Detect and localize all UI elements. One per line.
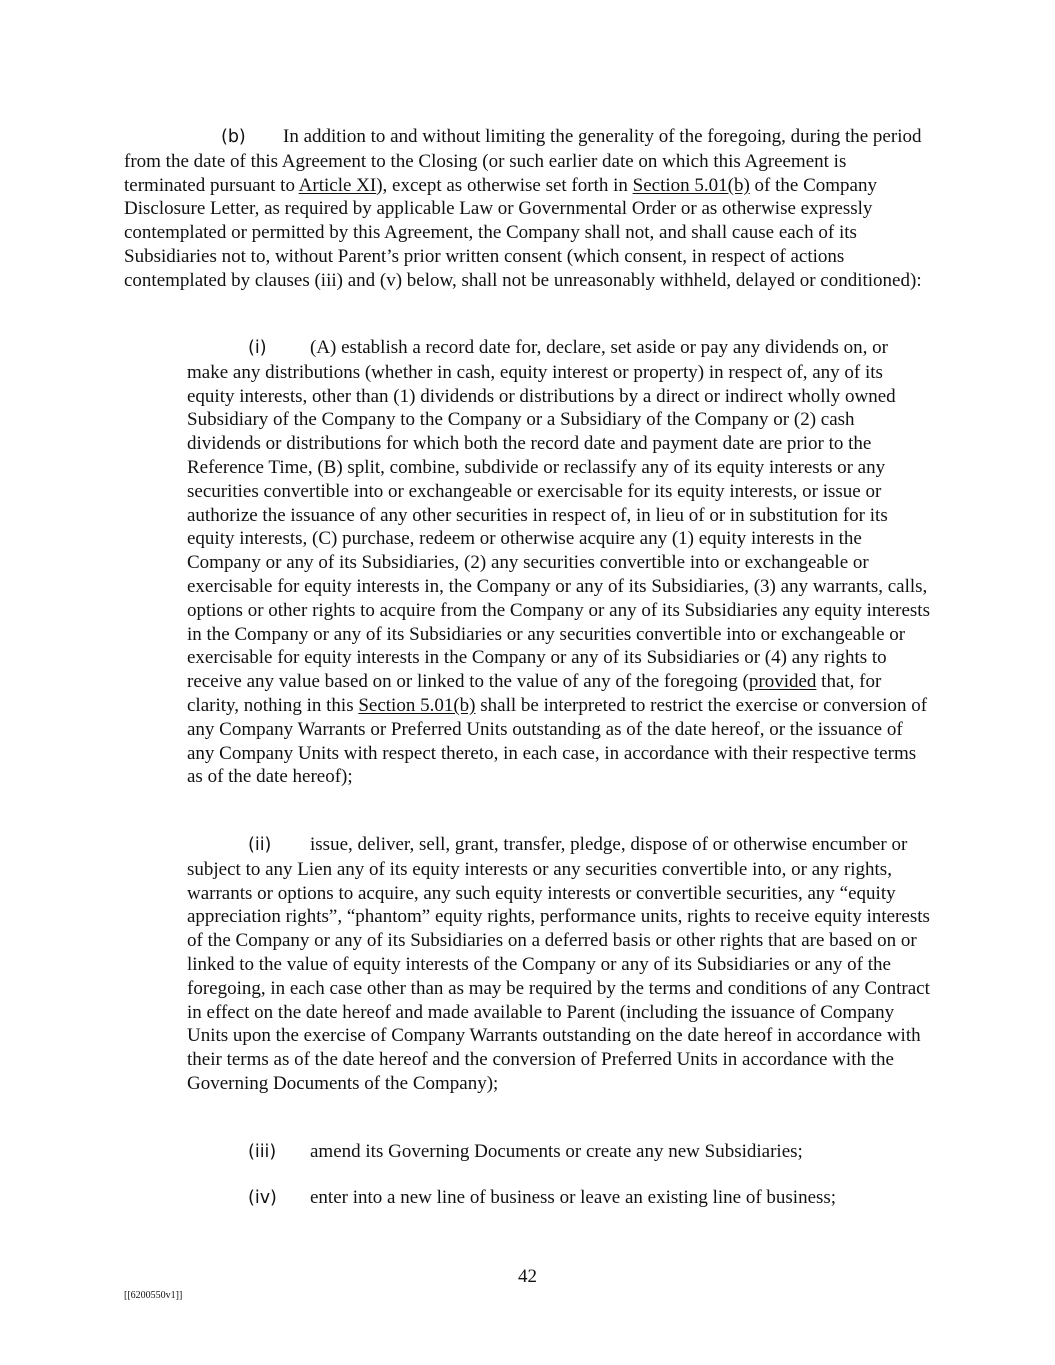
paragraph-i-text-1: (A) establish a record date for, declare, set aside or pay any dividends on, or make any distributions (whether in cash, equity interest or property) in respect of, any of its equity interests, other than (1) dividends or distributions by a direct or indirect wholly owned Subsidiary of the Company to the Company or a Subsidiary of the Company or (2) cash dividends or distributions for which both the record date and payment date are prior to the Reference Time, (B) split, combine, subdivide or reclassify any of its equity interests or any securities convertible into or exchangeable or exercisable for its equity interests, or issue or authorize the issuance of any other securities in respect of, in lieu of or in substitution for its equity interests, (C) purchase, redeem or otherwise acquire any (1) equity interests in the Company or any of its Subsidiaries, (2) any securities convertible into or exchangeable or exercisable for equity interests in, the Company or any of its Subsidiaries, (3) any warrants, calls, options or other rights to acquire from the Company or any of its Subsidiaries any equity interests in the Company or any of its Subsidiaries or any securities convertible into or exchangeable or exercisable for equity interests in the Company or any of its Subsidiaries or (4) any rights to receive any value based on or linked to the value of any of the foregoing ( — [187, 337, 930, 693]
page-number: 42 — [518, 1266, 537, 1287]
paragraph-b — [124, 125, 932, 293]
paragraph-b-text-1: In addition to and without limiting the generality of the foregoing, during the period from the date of this Agreement to the Closing (or such earlier date on which this Agreement is terminated pursuant to — [124, 126, 922, 196]
section-reference: Section 5.01(b) — [632, 174, 750, 196]
paragraph-iii-text: amend its Governing Documents or create any new Subsidiaries; — [310, 1141, 803, 1162]
clause-label-iii: (iii) — [248, 1142, 277, 1162]
document-id: [[6200550v1]] — [124, 1290, 183, 1301]
paragraph-b-text-3: of the Company Disclosure Letter, as required by applicable Law or Governmental Order or as otherwise expressly contemplated or permitted by this Agreement, the Company shall not, and shall cause each of its Subsidiaries not to, without Parent’s prior written consent (which consent, in respect of actions contemplated by clauses (iii) and (v) below, shall not be unreasonably withheld, delayed or conditioned): — [124, 174, 922, 291]
section-reference: Section 5.01(b) — [358, 694, 476, 716]
paragraph-i-text-2: that, for clarity, nothing in this — [187, 671, 882, 716]
paragraph-b-text-2: ), except as otherwise set forth in — [376, 174, 633, 196]
paragraph-i-text-3: shall be interpreted to restrict the exercise or conversion of any Company Warrants or Preferred Units outstanding as of the date hereof, or the issuance of any Company Units with respect thereto, in each case, in accordance with their respective terms as of the date hereof); — [187, 694, 928, 788]
clause-label-b: (b) — [221, 127, 246, 147]
paragraph-i — [187, 336, 932, 789]
paragraph-ii — [187, 833, 932, 1096]
article-xi-reference: Article XI — [298, 174, 377, 196]
clause-label-ii: (ii) — [248, 835, 272, 855]
paragraph-iv-text: enter into a new line of business or leave an existing line of business; — [310, 1187, 837, 1208]
paragraph-ii-text: issue, deliver, sell, grant, transfer, pledge, dispose of or otherwise encumber or subject to any Lien any of its equity interests or any securities convertible into, or any rights, warrants or options to acquire, any such equity interests or convertible securities, any “equity appreciation rights”, “phantom” equity rights, performance units, rights to receive equity interests of the Company or any of its Subsidiaries on a deferred basis or other rights that are based on or linked to the value of equity interests of the Company or any of its Subsidiaries or any of the foregoing, in each case other than as may be required by the terms and conditions of any Contract in effect on the date hereof and made available to Parent (including the issuance of Company Units upon the exercise of Company Warrants outstanding on the date hereof in accordance with their terms as of the date hereof and the conversion of Preferred Units in accordance with the Governing Documents of the Company); — [187, 834, 930, 1094]
paragraph-iv — [187, 1186, 932, 1211]
provided-term: provided — [748, 671, 817, 693]
clause-label-i: (i) — [248, 338, 267, 358]
clause-label-iv: (iv) — [248, 1188, 277, 1208]
paragraph-iii — [187, 1140, 932, 1165]
